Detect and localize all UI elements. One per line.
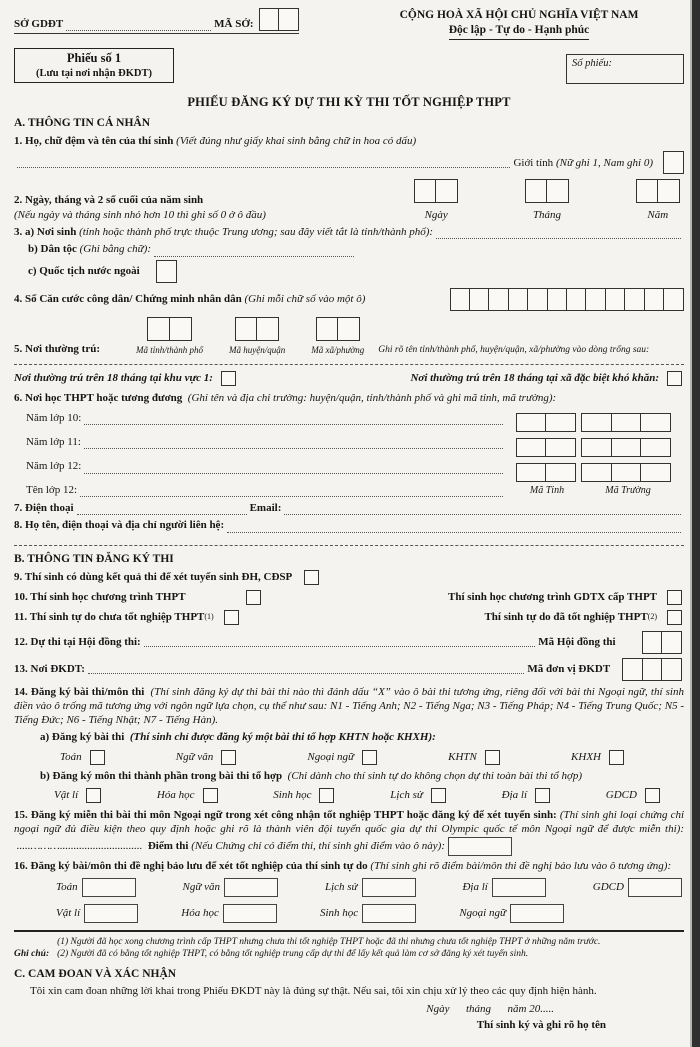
dob-day-boxes[interactable] xyxy=(414,179,458,203)
dob-year-label: Năm xyxy=(647,208,669,221)
item-4 xyxy=(14,288,684,311)
zone1-label: Nơi thường trú trên 18 tháng tại khu vực 1: xyxy=(14,371,213,384)
reserve-sinhhoc-label: Sinh học xyxy=(320,907,359,920)
subject-hoahoc-checkbox[interactable] xyxy=(203,788,218,803)
item-14a-subjects xyxy=(14,748,684,765)
gender-box[interactable] xyxy=(663,151,684,174)
header-right xyxy=(354,8,684,40)
digit-cell[interactable] xyxy=(469,288,490,311)
exam-council-input-line[interactable] xyxy=(144,637,536,646)
form-title: PHIẾU ĐĂNG KÝ DỰ THI KỲ THI TỐT NGHIỆP THPT xyxy=(187,94,511,109)
digit-cell[interactable] xyxy=(642,631,663,654)
reserve-gdcd-box[interactable] xyxy=(628,878,682,897)
reserve-vatli-label: Vật lí xyxy=(56,907,81,920)
registration-unit-code-boxes[interactable] xyxy=(622,658,682,681)
subject-sinhhoc-label: Sinh học xyxy=(273,789,312,802)
item15-note: (Thí sinh ghi loại chứng chỉ ngoại ngữ đủ điều kiện theo quy định hoặc ghi rõ là thành viên đội tuyển quốc gia dự thi Olympic quốc tế môn Ngoại ngữ để được miễn thi): xyxy=(14,809,685,836)
ma-tinh-label: Mã Tỉnh xyxy=(529,485,565,497)
section-a-heading: A. THÔNG TIN CÁ NHÂN xyxy=(14,117,150,130)
grade11-label: Năm lớp 11: xyxy=(26,436,81,449)
subject-ngoaingu-label: Ngoại ngữ xyxy=(307,751,355,764)
digit-cell[interactable] xyxy=(259,8,280,31)
digit-cell[interactable] xyxy=(640,438,671,457)
item3a-label: 3. a) Nơi sinh xyxy=(14,225,77,238)
foreign-nationality-box[interactable] xyxy=(156,260,177,283)
grade10-label: Năm lớp 10: xyxy=(26,411,82,424)
item-16-row2 xyxy=(14,900,684,923)
digit-cell[interactable] xyxy=(581,413,612,432)
digit-cell[interactable] xyxy=(640,463,671,482)
digit-cell[interactable] xyxy=(450,288,471,311)
subject-gdcd-checkbox[interactable] xyxy=(645,788,660,803)
digit-cell[interactable] xyxy=(661,658,682,681)
signature-line: Thí sinh ký và ghi rõ họ tên xyxy=(476,1019,606,1032)
dept-code-label: MÃ SỞ: xyxy=(214,17,254,30)
footer-rule xyxy=(14,930,684,932)
language-score-box[interactable] xyxy=(448,837,512,856)
ma-truong-label: Mã Trường xyxy=(605,485,651,497)
item-16-row1 xyxy=(14,876,684,897)
form-number-subtitle: (Lưu tại nơi nhận ĐKDT) xyxy=(36,67,152,79)
digit-cell[interactable] xyxy=(516,463,547,482)
province-code-boxes[interactable] xyxy=(147,317,191,341)
reserve-nguvan-label: Ngữ văn xyxy=(182,881,221,894)
pledge-text: Tôi xin cam đoan những lời khai trong Phiếu ĐKDT này là đúng sự thật. Nếu sai, tôi xin chịu xử lý theo các quy định hiện hành. xyxy=(30,984,597,997)
item-14a xyxy=(14,730,684,744)
subject-nguvan-label: Ngữ văn xyxy=(175,751,214,764)
dept-input-line[interactable] xyxy=(66,22,211,31)
digit-cell[interactable] xyxy=(640,413,671,432)
item8-label: 8. Họ tên, điện thoại và địa chỉ người liên hệ: xyxy=(14,519,225,532)
digit-cell[interactable] xyxy=(316,317,339,341)
dob-month-label: Tháng xyxy=(532,208,562,221)
ward-code-boxes[interactable] xyxy=(316,317,360,341)
item-2 xyxy=(14,179,684,222)
item11-left-label: 11. Thí sinh tự do chưa tốt nghiệp THPT xyxy=(14,610,205,623)
reserve-ngoaingu-box[interactable] xyxy=(510,904,564,923)
digit-cell[interactable] xyxy=(545,463,576,482)
grade11-school-boxes[interactable] xyxy=(581,438,671,457)
item7-label: 7. Điện thoại xyxy=(14,502,74,515)
item-14 xyxy=(14,685,684,728)
item10-right-checkbox[interactable] xyxy=(667,590,682,605)
reserve-lichsu-box[interactable] xyxy=(362,878,416,897)
item14a-note: (Thí sinh chỉ được đăng ký một bài thi tổ hợp KHTN hoặc KHXH): xyxy=(129,731,436,744)
grade12-label: Năm lớp 12: xyxy=(26,460,82,473)
form-header xyxy=(14,8,684,40)
item14a-label: a) Đăng ký bài thi xyxy=(40,731,125,744)
item-8 xyxy=(14,518,684,532)
digit-cell[interactable] xyxy=(516,438,547,457)
contact-input-line[interactable] xyxy=(227,523,681,532)
digit-cell[interactable] xyxy=(435,179,458,203)
item1-note: (Viết đúng như giấy khai sinh bằng chữ in hoa có dấu) xyxy=(176,135,417,148)
subject-vatli-checkbox[interactable] xyxy=(86,788,101,803)
separator-2 xyxy=(14,545,684,546)
reserve-diali-label: Địa lí xyxy=(462,881,488,894)
item-16 xyxy=(14,859,684,873)
digit-cell[interactable] xyxy=(488,288,509,311)
item-3a xyxy=(14,225,684,239)
form-number-title: Phiếu số 1 xyxy=(66,50,122,65)
item10-left-checkbox[interactable] xyxy=(246,590,261,605)
footnote-2: (2) Người đã có bằng tốt nghiệp THPT, có bằng tốt nghiệp trung cấp dự thi để lấy kết quả làm cơ sở đăng ký xét tuyển sinh. xyxy=(57,949,529,960)
digit-cell[interactable] xyxy=(516,413,547,432)
grade10-school-boxes[interactable] xyxy=(581,413,671,432)
section-c-heading: C. CAM ĐOAN VÀ XÁC NHẬN xyxy=(14,967,177,980)
item-11 xyxy=(14,610,684,625)
item10-right-label: Thí sinh học chương trình GDTX cấp THPT xyxy=(447,590,657,603)
item-15 xyxy=(14,808,684,856)
subject-diali-checkbox[interactable] xyxy=(535,788,550,803)
digit-cell[interactable] xyxy=(525,179,548,203)
digit-cell[interactable] xyxy=(278,8,299,31)
item11-right-sup: (2) xyxy=(647,611,657,621)
digit-cell[interactable] xyxy=(235,317,258,341)
subject-sinhhoc-checkbox[interactable] xyxy=(319,788,334,803)
digit-cell[interactable] xyxy=(546,179,569,203)
item11-left-checkbox[interactable] xyxy=(224,610,239,625)
item16-label: 16. Đăng ký bài/môn thi đề nghị bảo lưu để xét tốt nghiệp của thí sinh tự do xyxy=(14,859,368,872)
dob-day-label: Ngày xyxy=(424,208,448,221)
subject-diali-label: Địa lí xyxy=(501,789,528,802)
digit-cell[interactable] xyxy=(581,438,612,457)
class12-label: Tên lớp 12: xyxy=(26,483,78,496)
birthplace-input-line[interactable] xyxy=(436,230,681,239)
full-name-input-line[interactable] xyxy=(17,158,510,167)
item-12 xyxy=(14,631,684,654)
subject-ngoaingu-checkbox[interactable] xyxy=(362,750,377,765)
item16-note: (Thí sinh ghi rõ điểm bài/môn thi đề nghị bảo lưu vào ô tương ứng): xyxy=(370,859,672,872)
class12-input-line[interactable] xyxy=(80,488,503,497)
grade12-school-boxes[interactable] xyxy=(581,463,671,482)
reserve-hoahoc-box[interactable] xyxy=(223,904,277,923)
date-line: Ngày tháng năm 20..... xyxy=(426,1002,554,1015)
item6-label: 6. Nơi học THPT hoặc tương đương xyxy=(14,391,183,404)
item14b-label: b) Đăng ký môn thi thành phần trong bài thi tổ hợp xyxy=(40,769,283,782)
grade12-province-boxes[interactable] xyxy=(516,463,576,482)
subject-khxh-label: KHXH xyxy=(571,751,601,764)
subject-gdcd-label: GDCD xyxy=(605,789,637,802)
reserve-ngoaingu-label: Ngoại ngữ xyxy=(459,907,506,920)
exam-council-code-boxes[interactable] xyxy=(642,631,682,654)
digit-cell[interactable] xyxy=(611,438,642,457)
item-3b xyxy=(14,242,684,256)
reserve-toan-box[interactable] xyxy=(82,878,136,897)
item2-note: (Nếu ngày và tháng sinh nhỏ hơn 10 thì ghi số 0 ở ô đầu) xyxy=(14,208,266,221)
item14-label: 14. Đăng ký bài thi/môn thi xyxy=(14,685,145,698)
motto-line: Độc lập - Tự do - Hạnh phúc xyxy=(449,23,590,40)
reserve-lichsu-label: Lịch sử xyxy=(324,881,358,894)
item5-label: 5. Nơi thường trú: xyxy=(14,343,101,356)
item-7 xyxy=(14,501,684,515)
serial-number-box[interactable]: Số phiếu: xyxy=(566,54,684,84)
digit-cell[interactable] xyxy=(585,288,606,311)
item13-label: 13. Nơi ĐKDT: xyxy=(14,662,85,675)
registration-place-input-line[interactable] xyxy=(88,664,524,673)
subject-nguvan-checkbox[interactable] xyxy=(221,750,236,765)
item3c-label: c) Quốc tịch nước ngoài xyxy=(28,264,140,277)
item14-note: (Thí sinh đăng ký dự thi bài thi nào thì đánh dấu “X” vào ô bài thi tương ứng, riêng đối với bài thi Ngoại ngữ, thí sinh điền vào ô trống mã tương ứng với ngôn ngữ lựa chọn, cụ thể như sau: N1 - Tiếng Anh; N2 - Tiếng Nga; N3 - Tiếng Pháp; N4 - Tiếng Trung Quốc; N5 - Tiếng Đức; N6 - Tiếng Nhật; N7 - Tiếng Hàn). xyxy=(14,685,684,727)
digit-cell[interactable] xyxy=(644,288,665,311)
digit-cell[interactable] xyxy=(663,151,684,174)
digit-cell[interactable] xyxy=(622,658,643,681)
item9-label: 9. Thí sinh có dùng kết quả thi để xét tuyển sinh ĐH, CĐSP xyxy=(14,570,293,583)
digit-cell[interactable] xyxy=(414,179,437,203)
digit-cell[interactable] xyxy=(147,317,170,341)
item-3c xyxy=(14,260,684,283)
district-code-label: Mã huyện/quận xyxy=(229,344,286,355)
ethnicity-input-line[interactable] xyxy=(154,247,354,256)
digit-cell[interactable] xyxy=(611,413,642,432)
item9-checkbox[interactable] xyxy=(304,570,319,585)
dob-month-boxes[interactable] xyxy=(525,179,569,203)
item11-right-label: Thí sinh tự do đã tốt nghiệp THPT xyxy=(484,610,648,623)
dob-year-boxes[interactable] xyxy=(636,179,680,203)
item12-label: 12. Dự thi tại Hội đồng thi: xyxy=(14,635,141,648)
reserve-gdcd-label: GDCD xyxy=(592,881,624,894)
digit-cell[interactable] xyxy=(605,288,626,311)
grade12-input-line[interactable] xyxy=(84,464,503,473)
gender-label: Giới tính xyxy=(513,156,554,169)
republic-line: CỘNG HOÀ XÃ HỘI CHỦ NGHĨA VIỆT NAM xyxy=(399,9,639,21)
subject-toan-checkbox[interactable] xyxy=(90,750,105,765)
dept-line xyxy=(14,8,299,34)
subject-hoahoc-label: Hóa học xyxy=(156,789,195,802)
digit-cell[interactable] xyxy=(636,179,659,203)
item-1 xyxy=(14,134,684,174)
item-6 xyxy=(14,391,684,497)
separator-1 xyxy=(14,364,684,365)
residence-code-boxes xyxy=(136,317,364,357)
form-number-box xyxy=(14,48,174,83)
digit-cell[interactable] xyxy=(566,288,587,311)
digit-cell[interactable] xyxy=(547,288,568,311)
header-left xyxy=(14,8,314,40)
subject-vatli-label: Vật lí xyxy=(54,789,79,802)
dept-label: SỞ GDĐT xyxy=(14,17,64,30)
item3a-note: (tỉnh hoặc thành phố trực thuộc Trung ương; sau đây viết tắt là tỉnh/thành phố): xyxy=(79,225,434,238)
item11-right-checkbox[interactable] xyxy=(667,610,682,625)
id-number-boxes[interactable] xyxy=(450,288,684,311)
digit-cell[interactable] xyxy=(642,658,663,681)
reserve-hoahoc-label: Hóa học xyxy=(181,907,219,920)
digit-cell[interactable] xyxy=(661,631,682,654)
item6-note: (Ghi tên và địa chỉ trường: huyện/quận, tỉnh/thành phố và ghi mã tỉnh, mã trường): xyxy=(187,391,557,404)
digit-cell[interactable] xyxy=(581,463,612,482)
digit-cell[interactable] xyxy=(611,463,642,482)
dept-code-boxes[interactable] xyxy=(259,8,299,31)
digit-cell[interactable] xyxy=(256,317,279,341)
zone1-checkbox[interactable] xyxy=(221,371,236,386)
digit-cell[interactable] xyxy=(156,260,177,283)
item1-label: 1. Họ, chữ đệm và tên của thí sinh xyxy=(14,135,174,148)
certificate-input-line[interactable]: .....……….............................. xyxy=(14,839,146,852)
item2-label: 2. Ngày, tháng và 2 số cuối của năm sinh xyxy=(14,194,204,207)
digit-cell[interactable] xyxy=(624,288,645,311)
item-9 xyxy=(14,570,684,585)
item15-score-label: Điểm thi xyxy=(147,839,189,852)
item4-note: (Ghi mỗi chữ số vào một ô) xyxy=(244,292,366,305)
item12-code-label: Mã Hội đồng thi xyxy=(538,635,616,648)
header-row-2 xyxy=(14,48,684,84)
ward-code-label: Mã xã/phường xyxy=(311,344,365,355)
grade10-province-boxes[interactable] xyxy=(516,413,576,432)
item5-note: Ghi rõ tên tỉnh/thành phố, huyện/quận, xã/phường vào dòng trống sau: xyxy=(378,345,650,356)
item11-left-sup: (1) xyxy=(204,611,214,621)
section-b-heading: B. THÔNG TIN ĐĂNG KÝ THI xyxy=(14,552,174,565)
phone-input-line[interactable] xyxy=(77,506,247,515)
item-5 xyxy=(14,317,684,357)
subject-khtn-checkbox[interactable] xyxy=(485,750,500,765)
grade11-input-line[interactable] xyxy=(84,440,503,449)
item15-score-note: (Nếu Chứng chỉ có điểm thi, thí sinh ghi điểm vào ô này): xyxy=(191,839,445,852)
subject-toan-label: Toán xyxy=(60,751,82,764)
reserve-sinhhoc-box[interactable] xyxy=(362,904,416,923)
reserve-diali-box[interactable] xyxy=(492,878,546,897)
residence-flags-row xyxy=(14,371,684,386)
digit-cell[interactable] xyxy=(527,288,548,311)
digit-cell[interactable] xyxy=(169,317,192,341)
subject-lichsu-checkbox[interactable] xyxy=(431,788,446,803)
digit-cell[interactable] xyxy=(663,288,684,311)
reserve-nguvan-box[interactable] xyxy=(224,878,278,897)
grade10-input-line[interactable] xyxy=(84,416,503,425)
item15-label: 15. Đăng ký miễn thi bài thi môn Ngoại ngữ trong xét công nhận tốt nghiệp THPT hoặc đăng ký để xét tuyển sinh: xyxy=(14,809,557,822)
item-14b-subjects xyxy=(14,786,684,803)
item14b-note: (Chỉ dành cho thí sinh tự do không chọn dự thi toàn bài thi tổ hợp) xyxy=(287,769,583,782)
item7-email-label: Email: xyxy=(249,502,282,515)
item3b-label: b) Dân tộc xyxy=(28,243,77,256)
school-code-grid xyxy=(506,413,684,497)
item-14b xyxy=(14,769,684,783)
item3b-note: (Ghi bằng chữ): xyxy=(79,243,152,256)
footnote-label: Ghi chú: xyxy=(14,949,50,960)
subject-khtn-label: KHTN xyxy=(448,751,477,764)
digit-cell[interactable] xyxy=(545,413,576,432)
reserve-vatli-box[interactable] xyxy=(84,904,138,923)
item10-left-label: 10. Thí sinh học chương trình THPT xyxy=(14,590,186,603)
item4-label: 4. Số Căn cước công dân/ Chứng minh nhân dân xyxy=(14,292,242,305)
item13-code-label: Mã đơn vị ĐKDT xyxy=(527,662,611,675)
subject-lichsu-label: Lịch sử xyxy=(390,789,423,802)
footnote-1: (1) Người đã học xong chương trình cấp THPT nhưng chưa thi tốt nghiệp THPT hoặc đã thi nhưng chưa tốt nghiệp THPT ở những năm trước. xyxy=(57,936,601,947)
hardship-label: Nơi thường trú trên 18 tháng tại xã đặc biệt khó khăn: xyxy=(410,371,659,384)
digit-cell[interactable] xyxy=(508,288,529,311)
digit-cell[interactable] xyxy=(337,317,360,341)
item-10 xyxy=(14,590,684,605)
gender-note: (Nữ ghi 1, Nam ghi 0) xyxy=(555,156,653,169)
province-code-label: Mã tỉnh/thành phố xyxy=(136,344,204,355)
scan-edge-strip xyxy=(692,0,700,1047)
hardship-checkbox[interactable] xyxy=(667,371,682,386)
digit-cell[interactable] xyxy=(545,438,576,457)
digit-cell[interactable] xyxy=(657,179,680,203)
item-13 xyxy=(14,658,684,681)
dob-boxes xyxy=(414,179,684,222)
footnotes xyxy=(14,936,684,961)
email-input-line[interactable] xyxy=(284,506,681,515)
grade11-province-boxes[interactable] xyxy=(516,438,576,457)
district-code-boxes[interactable] xyxy=(235,317,279,341)
subject-khxh-checkbox[interactable] xyxy=(609,750,624,765)
reserve-toan-label: Toán xyxy=(56,881,78,894)
